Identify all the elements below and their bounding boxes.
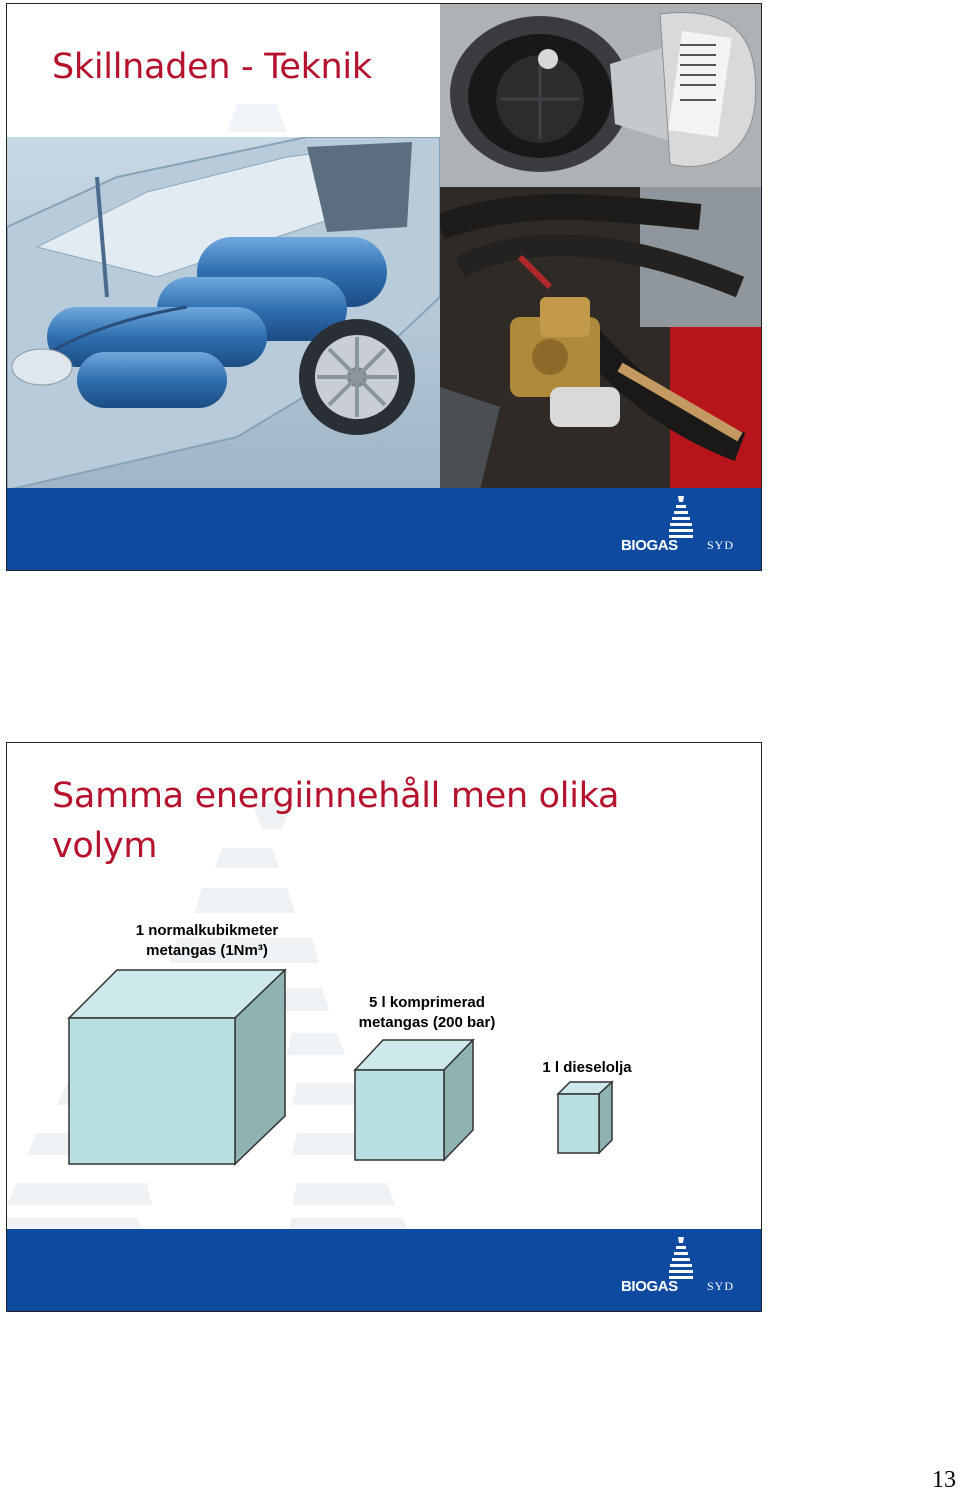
cube-medium bbox=[353, 1038, 477, 1162]
slide-title: Skillnaden - Teknik bbox=[52, 47, 372, 87]
biogas-syd-logo bbox=[621, 1235, 741, 1299]
footer-bar bbox=[7, 488, 761, 570]
logo-brand: BIOGAS bbox=[621, 1278, 678, 1295]
cube-large bbox=[67, 968, 289, 1168]
label-line: 1 normalkubikmeter bbox=[135, 922, 279, 939]
slide-skillnaden-teknik bbox=[6, 3, 762, 571]
label-normalkubikmeter bbox=[102, 921, 312, 961]
page-number: 13 bbox=[932, 1467, 956, 1493]
slide-energy-volume bbox=[6, 742, 762, 1312]
label-line: metangas (1Nm³) bbox=[146, 942, 268, 959]
label-line: 1 l dieselolja bbox=[542, 1059, 632, 1076]
car-cutaway-image bbox=[7, 137, 440, 490]
biogas-syd-logo bbox=[621, 494, 741, 558]
logo-region: SYD bbox=[707, 1279, 735, 1293]
label-line: 5 l komprimerad bbox=[369, 994, 485, 1011]
label-komprimerad-metangas bbox=[327, 993, 527, 1033]
footer-bar bbox=[7, 1229, 761, 1311]
logo-brand: BIOGAS bbox=[621, 537, 678, 554]
fuel-cap-image bbox=[440, 4, 762, 187]
engine-bay-image bbox=[440, 187, 762, 490]
slide-title: Samma energiinnehåll men olika volym bbox=[52, 776, 620, 866]
logo-region: SYD bbox=[707, 538, 735, 552]
cube-small bbox=[556, 1080, 616, 1156]
label-line: metangas (200 bar) bbox=[358, 1014, 496, 1031]
label-dieselolja bbox=[512, 1058, 662, 1078]
